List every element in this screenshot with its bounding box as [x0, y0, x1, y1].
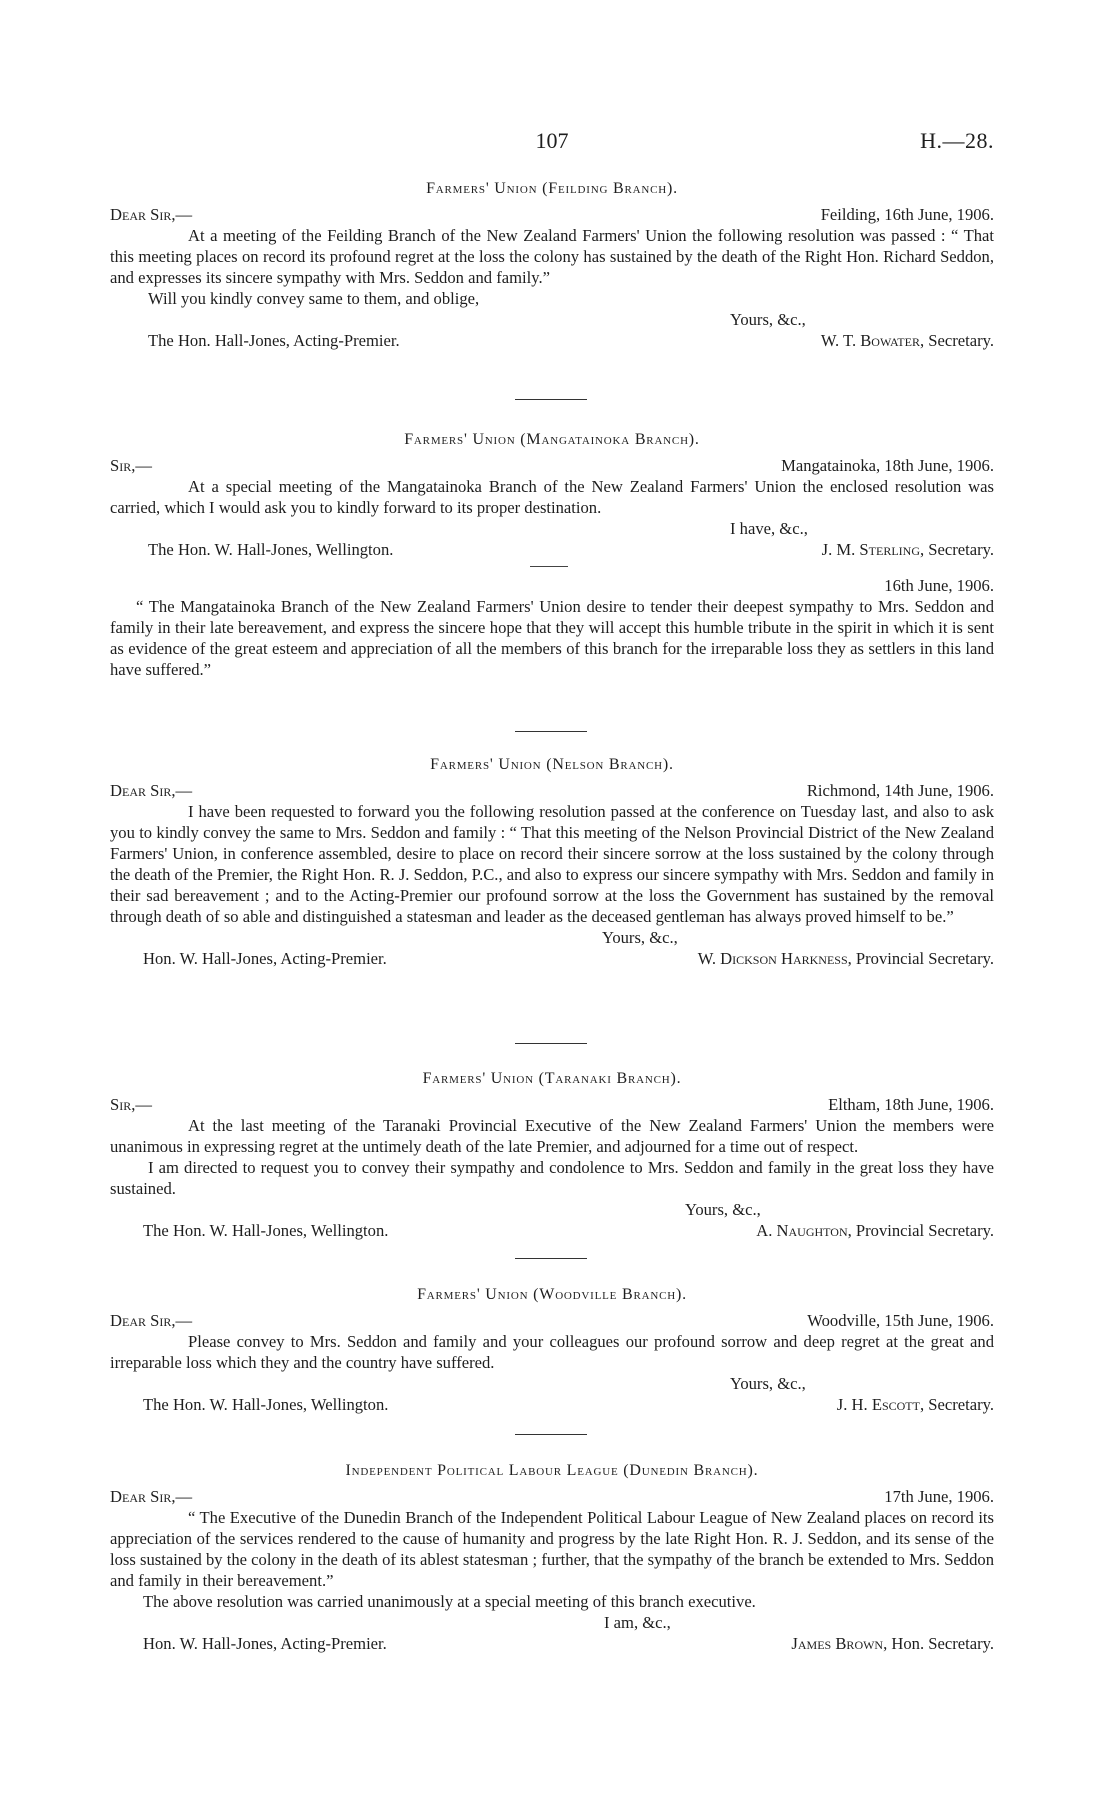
letter-title: Farmers' Union (Mangatainoka Branch). — [404, 431, 700, 448]
letter-mangatainoka — [110, 429, 994, 680]
section-divider — [515, 1043, 587, 1044]
addressee: Hon. W. Hall-Jones, Acting-Premier. — [143, 1634, 387, 1653]
salutation: Dear Sir,— — [110, 1311, 193, 1330]
letter-nelson — [110, 754, 994, 969]
dateline: Feilding, 16th June, 1906. — [820, 205, 994, 224]
signature — [698, 948, 994, 969]
signature — [821, 330, 994, 351]
letter-feilding — [110, 178, 994, 351]
section-divider — [515, 1258, 587, 1259]
letter-title: Farmers' Union (Nelson Branch). — [430, 756, 674, 773]
letter-title: Farmers' Union (Woodville Branch). — [417, 1286, 687, 1303]
closing: I am, &c., — [604, 1613, 671, 1632]
letter-woodville — [110, 1284, 994, 1415]
signature — [837, 1394, 994, 1415]
page-number: 107 — [535, 128, 569, 153]
document-reference: H.—28. — [920, 128, 994, 153]
salutation: Sir,— — [110, 456, 152, 475]
signer-title: , Secretary. — [919, 331, 994, 350]
addressee: The Hon. W. Hall-Jones, Wellington. — [143, 1395, 389, 1414]
addressee: The Hon. W. Hall-Jones, Wellington. — [148, 540, 394, 559]
signer-name: J. H. Escott — [836, 1395, 920, 1414]
signer-title: , Secretary. — [919, 540, 994, 559]
letter-paragraph: At the last meeting of the Taranaki Provincial Executive of the New Zealand Farmers' Union the members were unanimous in expressing regret at the untimely death of the late Premier, and adjourned for a time out of respect. — [110, 1116, 994, 1156]
enclosure-divider — [530, 566, 568, 567]
enclosure-date: 16th June, 1906. — [884, 576, 994, 595]
signer-name: W. T. Bowater — [820, 331, 920, 350]
signature — [822, 539, 994, 560]
dateline: Mangatainoka, 18th June, 1906. — [781, 456, 994, 475]
salutation: Sir,— — [110, 1095, 152, 1114]
letter-paragraph: Please convey to Mrs. Seddon and family and your colleagues our profound sorrow and deep regret at the great and irreparable loss which they and the country have suffered. — [110, 1332, 994, 1372]
signer-name: James Brown — [791, 1634, 884, 1653]
closing: I have, &c., — [730, 519, 808, 538]
closing: Yours, &c., — [602, 928, 678, 947]
signer-name: A. Naughton — [756, 1221, 848, 1240]
letter-paragraph: “ The Executive of the Dunedin Branch of the Independent Political Labour League of New Zealand places on record its appreciation of the services rendered to the cause of humanity and progress by the late Right Hon. R. J. Seddon, and its sense of the loss sustained by the colony in the death of its ablest statesman ; further, that the sympathy of the branch be extended to Mrs. Seddon and family in their bereavement.” — [110, 1508, 994, 1590]
section-divider — [515, 1434, 587, 1435]
addressee: Hon. W. Hall-Jones, Acting-Premier. — [143, 949, 387, 968]
closing: Yours, &c., — [730, 1374, 806, 1393]
signer-name: J. M. Sterling — [821, 540, 920, 559]
letter-title: Farmers' Union (Feilding Branch). — [426, 180, 678, 197]
letter-paragraph: Will you kindly convey same to them, and oblige, — [148, 289, 480, 308]
salutation: Dear Sir,— — [110, 1487, 193, 1506]
signer-name: W. Dickson Harkness — [697, 949, 848, 968]
dateline: Eltham, 18th June, 1906. — [828, 1095, 994, 1114]
dateline: 17th June, 1906. — [884, 1487, 994, 1506]
closing: Yours, &c., — [685, 1200, 761, 1219]
signer-title: , Provincial Secretary. — [847, 1221, 994, 1240]
letter-paragraph: The above resolution was carried unanimously at a special meeting of this branch executive. — [143, 1592, 756, 1611]
enclosure-text: “ The Mangatainoka Branch of the New Zealand Farmers' Union desire to tender their deepest sympathy to Mrs. Seddon and family in their late bereavement, and express the sincere hope that they will accept this humble tribute in the spirit in which it is sent as evidence of the great esteem and appreciation of all the members of this branch for the irreparable loss they as settlers in this land have suffered.” — [110, 597, 994, 679]
letter-taranaki — [110, 1068, 994, 1241]
letter-paragraph: I have been requested to forward you the following resolution passed at the conference on Tuesday last, and also to ask you to kindly convey the same to Mrs. Seddon and family : “ That this meeting of the Nelson Provincial District of the New Zealand Farmers' Union, in conference assembled, desire to place on record their sincere sorrow at the loss sustained by the colony through the death of the Premier, the Right Hon. R. J. Seddon, P.C., and also to express our sincere sympathy with Mrs. Seddon and family in their sad bereavement ; and to the Acting-Premier our profound sorrow at the loss the Government has sustained by the removal through death of so able and distinguished a statesman and leader as the deceased gentleman has always proved himself to be.” — [110, 802, 994, 926]
letter-paragraph: At a special meeting of the Mangatainoka Branch of the New Zealand Farmers' Union the enclosed resolution was carried, which I would ask you to kindly forward to its proper destination. — [110, 477, 994, 517]
signer-title: , Hon. Secretary. — [883, 1634, 994, 1653]
signature — [791, 1633, 994, 1654]
salutation: Dear Sir,— — [110, 781, 193, 800]
page-header — [110, 128, 994, 158]
addressee: The Hon. Hall-Jones, Acting-Premier. — [148, 331, 400, 350]
closing: Yours, &c., — [730, 310, 806, 329]
signature — [756, 1220, 994, 1241]
signer-title: , Provincial Secretary. — [847, 949, 994, 968]
dateline: Woodville, 15th June, 1906. — [807, 1311, 994, 1330]
section-divider — [515, 731, 587, 732]
letter-title: Independent Political Labour League (Dunedin Branch). — [345, 1462, 759, 1479]
letter-dunedin — [110, 1460, 994, 1654]
section-divider — [515, 399, 587, 400]
signer-title: , Secretary. — [919, 1395, 994, 1414]
letter-title: Farmers' Union (Taranaki Branch). — [422, 1070, 682, 1087]
dateline: Richmond, 14th June, 1906. — [806, 781, 994, 800]
salutation: Dear Sir,— — [110, 205, 193, 224]
letter-paragraph: I am directed to request you to convey their sympathy and condolence to Mrs. Seddon and family in the great loss they have sustained. — [110, 1158, 994, 1198]
letter-paragraph: At a meeting of the Feilding Branch of the New Zealand Farmers' Union the following resolution was passed : “ That this meeting places on record its profound regret at the loss the colony has sustained by the death of the Right Hon. Richard Seddon, and expresses its sincere sympathy with Mrs. Seddon and family.” — [110, 226, 994, 287]
addressee: The Hon. W. Hall-Jones, Wellington. — [143, 1221, 389, 1240]
